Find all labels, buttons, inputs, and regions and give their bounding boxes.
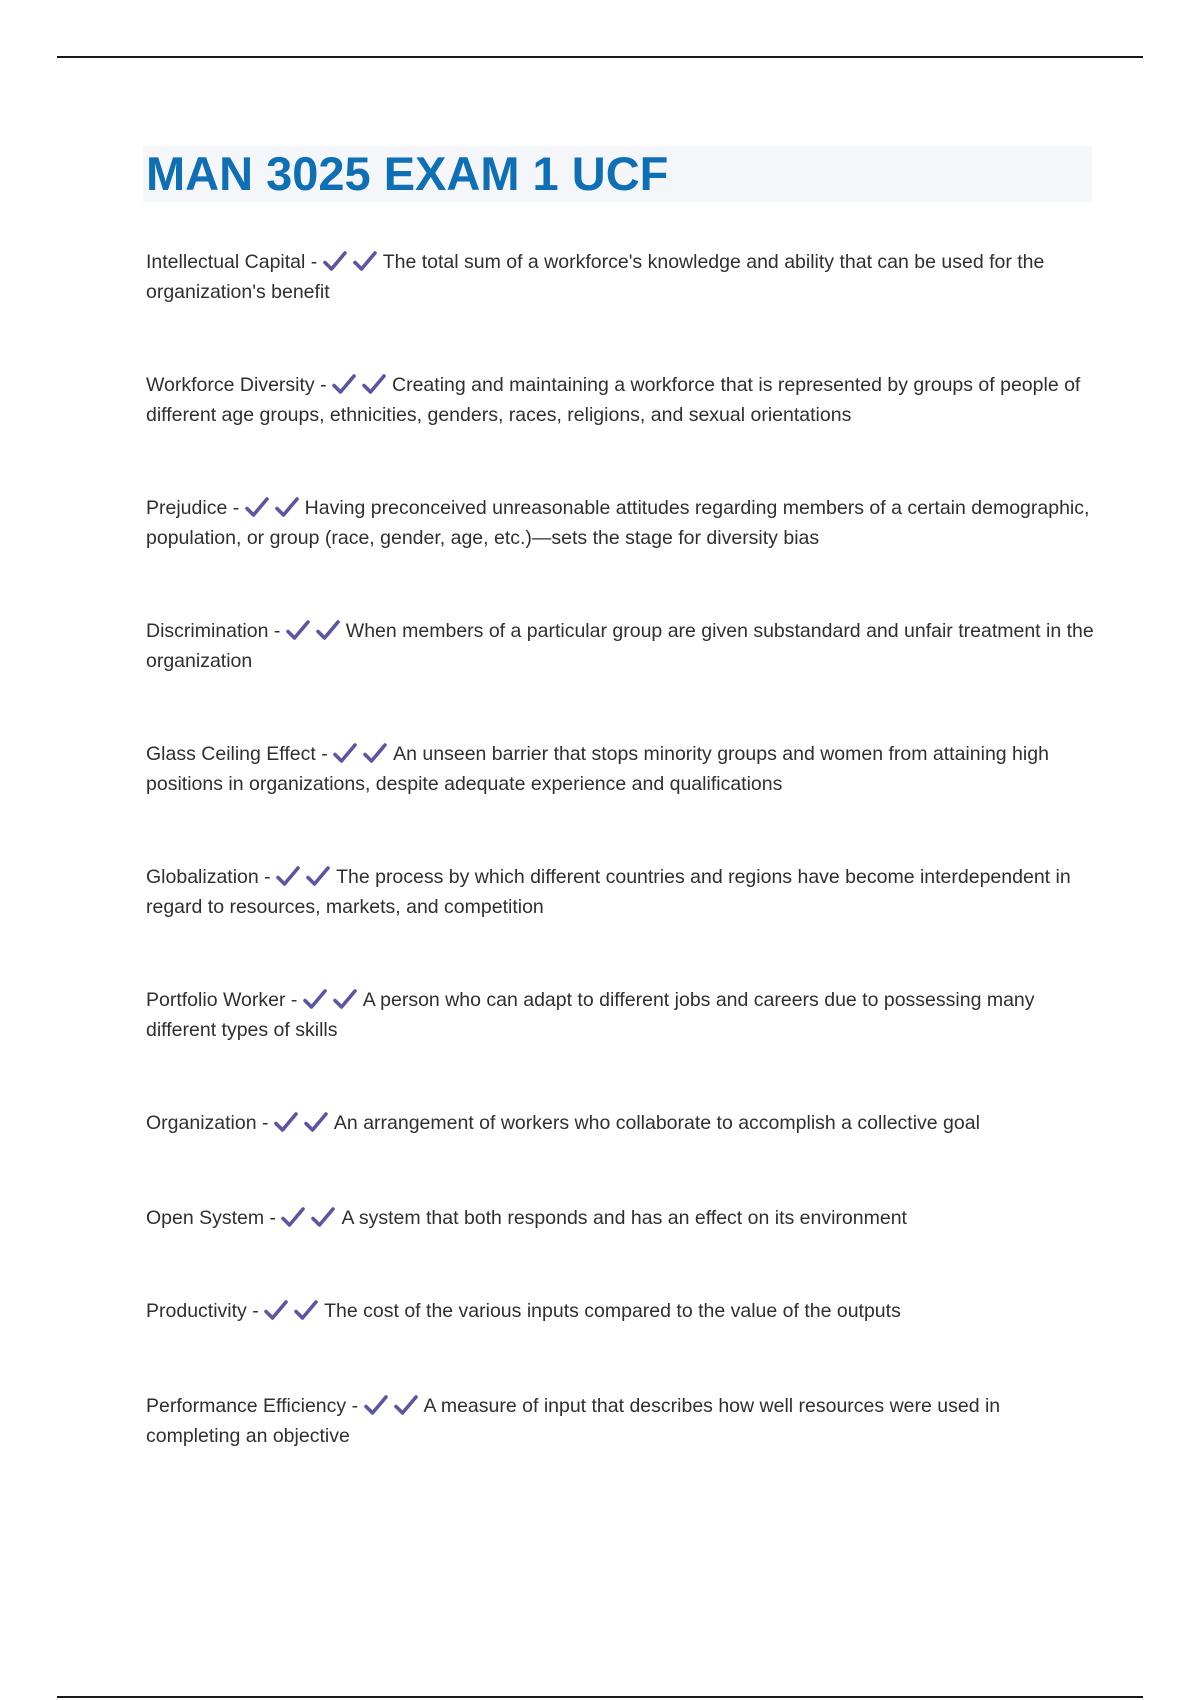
term: Open System: [146, 1207, 265, 1229]
list-item: [146, 862, 1096, 922]
definition: A system that both responds and has an effect on its environment: [341, 1207, 907, 1229]
top-rule: [57, 56, 1143, 58]
definition: When members of a particular group are given substandard and unfair treatment in the organization: [146, 620, 1094, 672]
list-item: [146, 1296, 1096, 1326]
list-item: [146, 616, 1096, 676]
separator: -: [227, 497, 245, 519]
separator: -: [285, 989, 303, 1011]
checkmark-icon: [303, 988, 327, 1010]
definition: The cost of the various inputs compared to the value of the outputs: [324, 1300, 901, 1322]
definition: The process by which different countries and regions have become interdependent in regard to resources, markets, and competition: [146, 866, 1071, 918]
page-title: MAN 3025 EXAM 1 UCF: [146, 147, 669, 200]
checkmark-icon: [333, 988, 357, 1010]
checkmark-icon: [316, 619, 340, 641]
checkmark-icon: [304, 1111, 328, 1133]
definition: A person who can adapt to different jobs and careers due to possessing many different types of skills: [146, 989, 1035, 1041]
term: Intellectual Capital: [146, 251, 306, 273]
checkmark-icon: [306, 865, 330, 887]
checkmark-icon: [394, 1394, 418, 1416]
list-item: [146, 1391, 1096, 1451]
checkmark-icon: [276, 865, 300, 887]
checkmark-icon: [363, 742, 387, 764]
checkmark-icon: [281, 1206, 305, 1228]
checkmark-icon: [362, 373, 386, 395]
list-item: [146, 370, 1096, 430]
term: Glass Ceiling Effect: [146, 743, 316, 765]
checkmark-icon: [274, 1111, 298, 1133]
separator: -: [315, 743, 334, 765]
definition: Having preconceived unreasonable attitudes regarding members of a certain demographic, population, or group (race, gender, age, etc.)—sets the stage for diversity bias: [146, 497, 1090, 549]
term: Organization: [146, 1112, 257, 1134]
separator: -: [258, 866, 277, 888]
term: Prejudice: [146, 497, 228, 519]
definition: An unseen barrier that stops minority groups and women from attaining high positions in organizations, despite adequate experience and qualifications: [146, 743, 1049, 795]
definition: Creating and maintaining a workforce that is represented by groups of people of different age groups, ethnicities, genders, races, religions, and sexual orientations: [146, 374, 1081, 426]
separator: -: [305, 251, 323, 273]
term: Performance Efficiency: [146, 1395, 347, 1417]
separator: -: [264, 1207, 282, 1229]
checkmark-icon: [353, 250, 377, 272]
term: Workforce Diversity: [146, 374, 315, 396]
list-item: [146, 1108, 1096, 1138]
checkmark-icon: [286, 619, 310, 641]
checkmark-icon: [311, 1206, 335, 1228]
list-item: [146, 985, 1096, 1045]
term: Globalization: [146, 866, 259, 888]
list-item: [146, 247, 1096, 307]
separator: -: [314, 374, 333, 396]
list-item: [146, 1203, 1096, 1233]
definition: An arrangement of workers who collaborate to accomplish a collective goal: [333, 1112, 980, 1134]
separator: -: [256, 1112, 274, 1134]
checkmark-icon: [333, 742, 357, 764]
separator: -: [268, 620, 286, 642]
checkmark-icon: [264, 1299, 288, 1321]
term: Discrimination: [146, 620, 269, 642]
separator: -: [346, 1395, 364, 1417]
checkmark-icon: [275, 496, 299, 518]
term: Portfolio Worker: [146, 989, 286, 1011]
checkmark-icon: [332, 373, 356, 395]
separator: -: [246, 1300, 265, 1322]
checkmark-icon: [294, 1299, 318, 1321]
definition: The total sum of a workforce's knowledge and ability that can be used for the organization's benefit: [146, 251, 1045, 303]
list-item: [146, 493, 1096, 553]
checkmark-icon: [245, 496, 269, 518]
list-item: [146, 739, 1096, 799]
checkmark-icon: [323, 250, 347, 272]
bottom-rule: [57, 1696, 1143, 1698]
definition: A measure of input that describes how well resources were used in completing an objective: [146, 1395, 1001, 1447]
term: Productivity: [146, 1300, 247, 1322]
checkmark-icon: [364, 1394, 388, 1416]
